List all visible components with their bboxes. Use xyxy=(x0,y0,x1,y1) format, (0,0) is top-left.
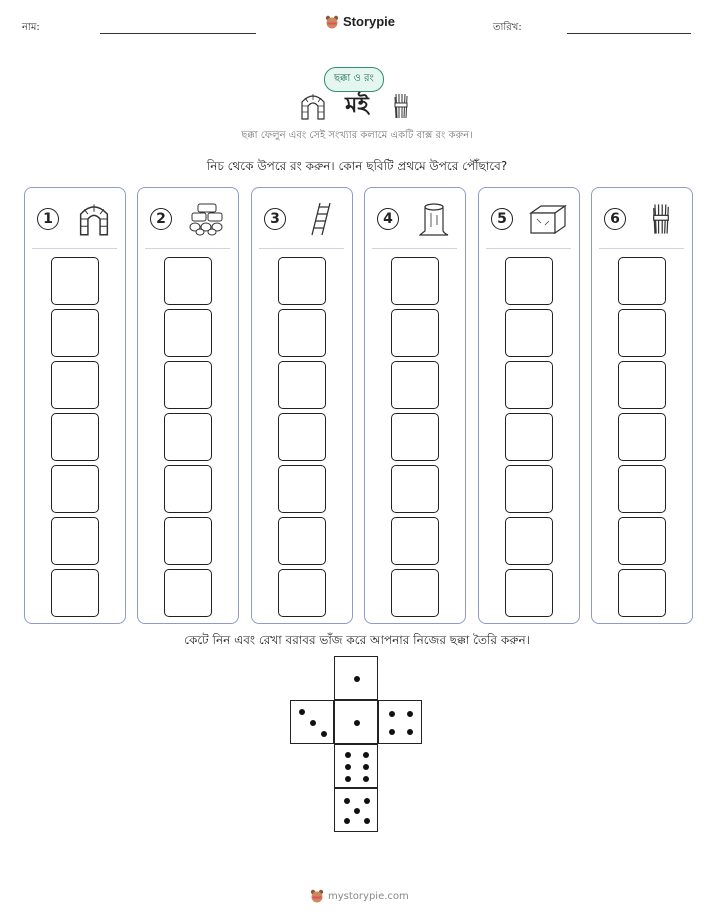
color-box[interactable] xyxy=(618,309,666,357)
color-box[interactable] xyxy=(278,257,326,305)
column-number: 5 xyxy=(491,208,513,230)
bundle-of-sticks-icon xyxy=(392,92,410,120)
column-number: 6 xyxy=(604,208,626,230)
color-box[interactable] xyxy=(505,309,553,357)
color-box[interactable] xyxy=(391,413,439,461)
column-divider xyxy=(599,248,684,249)
column-number: 4 xyxy=(377,208,399,230)
dice-pip xyxy=(354,720,360,726)
column-5 xyxy=(478,187,580,624)
dice-pip xyxy=(345,776,351,782)
dice-face-6 xyxy=(334,744,378,788)
color-box[interactable] xyxy=(618,517,666,565)
color-box[interactable] xyxy=(278,413,326,461)
column-number: 1 xyxy=(37,208,59,230)
column-divider xyxy=(145,248,230,249)
dice-pip xyxy=(363,764,369,770)
color-box[interactable] xyxy=(164,257,212,305)
column-6 xyxy=(591,187,693,624)
color-box[interactable] xyxy=(164,309,212,357)
dice-pip xyxy=(344,818,350,824)
color-box[interactable] xyxy=(618,361,666,409)
color-box[interactable] xyxy=(51,517,99,565)
dice-pip xyxy=(299,709,305,715)
bear-icon xyxy=(310,889,324,903)
color-box[interactable] xyxy=(618,465,666,513)
dice-face-1 xyxy=(334,700,378,744)
column-divider xyxy=(486,248,571,249)
color-box[interactable] xyxy=(51,257,99,305)
dice-pip xyxy=(364,798,370,804)
dice-pip xyxy=(407,729,413,735)
stone-arch-icon xyxy=(71,200,117,238)
color-box[interactable] xyxy=(391,465,439,513)
tree-stump-icon xyxy=(411,200,457,238)
bundle-of-sticks-icon xyxy=(638,200,684,238)
stone-pile-icon xyxy=(184,200,230,238)
column-3 xyxy=(251,187,353,624)
color-box[interactable] xyxy=(278,569,326,617)
column-1 xyxy=(24,187,126,624)
brand-logo xyxy=(325,14,395,29)
color-box[interactable] xyxy=(618,413,666,461)
color-box[interactable] xyxy=(391,257,439,305)
color-box[interactable] xyxy=(618,569,666,617)
footer xyxy=(310,889,409,903)
name-label: নাম: xyxy=(22,22,40,33)
color-box[interactable] xyxy=(164,465,212,513)
color-box[interactable] xyxy=(391,517,439,565)
color-box[interactable] xyxy=(164,569,212,617)
column-number: 3 xyxy=(264,208,286,230)
dice-pip xyxy=(321,731,327,737)
column-divider xyxy=(372,248,457,249)
column-number: 2 xyxy=(150,208,172,230)
color-box[interactable] xyxy=(505,569,553,617)
color-box[interactable] xyxy=(278,361,326,409)
page-title: মই xyxy=(345,93,369,118)
dice-face-1 xyxy=(334,656,378,700)
color-box[interactable] xyxy=(278,517,326,565)
color-box[interactable] xyxy=(51,413,99,461)
dice-instruction: কেটে নিন এবং রেখা বরাবর ভাঁজ করে আপনার নিজের ছক্কা তৈরি করুন। xyxy=(184,633,530,647)
dice-pip xyxy=(363,776,369,782)
footer-url[interactable]: mystorypie.com xyxy=(328,890,409,902)
color-box[interactable] xyxy=(278,465,326,513)
color-box[interactable] xyxy=(164,517,212,565)
dice-pip xyxy=(389,729,395,735)
ladder-icon xyxy=(298,200,344,238)
stone-arch-icon xyxy=(300,92,326,120)
dice-pip xyxy=(407,711,413,717)
dice-face-3 xyxy=(290,700,334,744)
brand-name: Storypie xyxy=(343,14,396,29)
color-box[interactable] xyxy=(51,309,99,357)
date-label: তারিখ: xyxy=(493,22,522,33)
bear-icon xyxy=(325,15,339,29)
color-box[interactable] xyxy=(391,569,439,617)
column-divider xyxy=(32,248,117,249)
color-box[interactable] xyxy=(164,361,212,409)
color-box[interactable] xyxy=(278,309,326,357)
dice-pip xyxy=(389,711,395,717)
color-box[interactable] xyxy=(505,257,553,305)
dice-pip xyxy=(345,752,351,758)
dice-pip xyxy=(364,818,370,824)
subtitle: ছক্কা ফেলুন এবং সেই সংখ্যার কলামে একটি বাক্স রং করুন। xyxy=(241,130,473,141)
color-box[interactable] xyxy=(618,257,666,305)
dice-pip xyxy=(310,720,316,726)
color-box[interactable] xyxy=(505,517,553,565)
stone-block-icon xyxy=(525,200,571,238)
color-box[interactable] xyxy=(51,569,99,617)
dice-face-4 xyxy=(378,700,422,744)
color-box[interactable] xyxy=(51,465,99,513)
color-box[interactable] xyxy=(505,465,553,513)
dice-face-5 xyxy=(334,788,378,832)
column-4 xyxy=(364,187,466,624)
color-box[interactable] xyxy=(505,361,553,409)
dice-pip xyxy=(345,764,351,770)
category-pill: ছক্কা ও রং xyxy=(324,67,384,92)
column-2 xyxy=(137,187,239,624)
date-line[interactable] xyxy=(567,33,691,34)
column-divider xyxy=(259,248,344,249)
dice-pip xyxy=(363,752,369,758)
dice-pip xyxy=(354,808,360,814)
dice-pip xyxy=(344,798,350,804)
color-box[interactable] xyxy=(164,413,212,461)
color-box[interactable] xyxy=(505,413,553,461)
dice-pip xyxy=(354,676,360,682)
name-line[interactable] xyxy=(100,33,256,34)
color-box[interactable] xyxy=(391,309,439,357)
color-box[interactable] xyxy=(51,361,99,409)
instruction: নিচ থেকে উপরে রং করুন। কোন ছবিটি প্রথমে উপরে পৌঁছাবে? xyxy=(206,159,508,173)
color-box[interactable] xyxy=(391,361,439,409)
